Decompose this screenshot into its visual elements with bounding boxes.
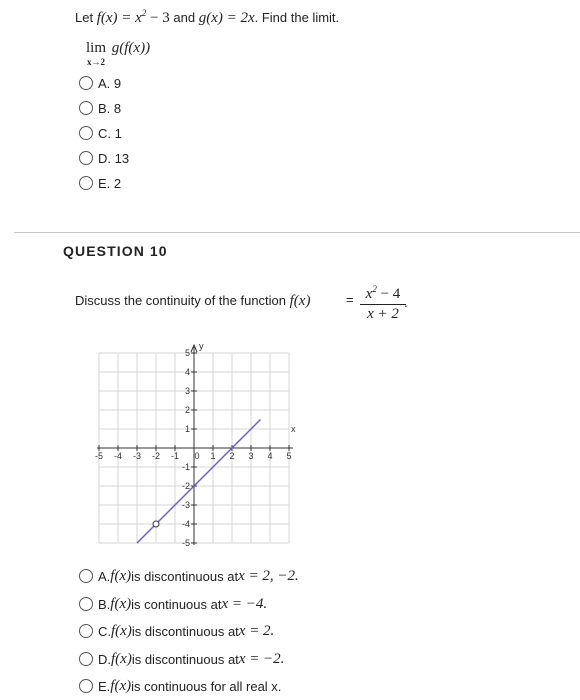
radio-button[interactable] (79, 176, 93, 190)
radio-button[interactable] (79, 76, 93, 90)
y-tick-label: -5 (181, 538, 190, 548)
q10-prompt-text: Discuss the continuity of the function (75, 293, 290, 308)
choice-label: E. 2 (98, 175, 122, 191)
q10-choice-b[interactable] (79, 596, 267, 612)
limit-function: g(f(x)) (111, 40, 151, 56)
q9-f-exponent: 2 (141, 8, 147, 18)
choice-function: f(x) (110, 677, 132, 694)
q10-choice-e[interactable] (79, 678, 281, 694)
equals-sign: = (346, 292, 354, 307)
q9-choice-a[interactable] (79, 75, 121, 91)
radio-button[interactable] (79, 101, 93, 115)
choice-label: D. 13 (98, 150, 130, 166)
x-tick-label: 0 (194, 451, 200, 461)
q9-prompt-prefix: Let (75, 10, 97, 25)
x-tick-label: 1 (210, 451, 216, 461)
q9-and: and (169, 10, 199, 25)
y-axis-label: y (199, 341, 204, 351)
q10-choice-d[interactable] (79, 651, 284, 667)
y-tick-label: 3 (184, 386, 190, 396)
x-tick-label: -3 (132, 451, 142, 461)
limit-word: lim (86, 40, 107, 56)
radio-button[interactable] (79, 569, 93, 583)
q10-prompt (75, 293, 310, 310)
limit-subscript: x→2 (87, 57, 105, 67)
x-tick-label: 3 (248, 451, 254, 461)
radio-button[interactable] (79, 126, 93, 140)
prompt-period: . (404, 295, 408, 310)
choice-function: f(x) (111, 622, 132, 639)
q9-f-def: f(x) = x (96, 10, 142, 26)
numerator-base: x (365, 286, 373, 302)
choice-label: A. 9 (98, 75, 122, 91)
choice-text: is discontinuous at (131, 568, 239, 584)
x-tick-label: -4 (113, 451, 123, 461)
fraction-bar (360, 304, 406, 305)
q10-choice-c[interactable] (79, 623, 274, 639)
choice-letter: D. (98, 651, 111, 667)
y-tick-label: -1 (181, 462, 190, 472)
choice-letter: B. (98, 596, 111, 612)
choice-label: B. 8 (98, 100, 122, 116)
choice-math: x = 2, −2. (238, 567, 299, 584)
radio-button[interactable] (79, 597, 93, 611)
radio-button[interactable] (79, 151, 93, 165)
choice-function: f(x) (110, 595, 132, 612)
function-fraction (360, 281, 406, 323)
choice-text: is discontinuous at (131, 651, 239, 667)
numerator-exponent: 2 (372, 284, 377, 294)
y-tick-label: -2 (181, 481, 190, 491)
y-tick-label: 2 (184, 405, 190, 415)
open-point-hole (153, 521, 159, 527)
q9-choice-c[interactable] (79, 125, 122, 141)
q9-choice-e[interactable] (79, 175, 121, 191)
choice-letter: E. (98, 678, 111, 694)
x-tick-label: 4 (267, 451, 273, 461)
x-axis-label: x (291, 424, 296, 434)
q9-f-tail: − 3 (146, 10, 170, 26)
choice-text: is continuous for all real x. (131, 678, 282, 694)
y-tick-label: 1 (184, 424, 190, 434)
choice-function: f(x) (110, 567, 132, 584)
question-divider (14, 232, 580, 233)
limit-expression (86, 40, 151, 67)
q9-prompt (75, 8, 339, 27)
choice-function: f(x) (111, 650, 132, 667)
choice-label: C. 1 (98, 125, 122, 141)
choice-letter: C. (98, 623, 111, 639)
q9-prompt-suffix: . Find the limit. (254, 10, 340, 25)
x-tick-label: -2 (151, 451, 161, 461)
choice-math: x = 2. (238, 622, 275, 639)
x-tick-label: -1 (170, 451, 180, 461)
numerator-tail: − 4 (376, 286, 401, 302)
choice-text: is continuous at (131, 596, 222, 612)
x-tick-label: 5 (286, 451, 292, 461)
y-tick-label: -4 (181, 519, 190, 529)
y-tick-label: -3 (181, 500, 190, 510)
radio-button[interactable] (79, 652, 93, 666)
choice-math: x = −2. (238, 650, 285, 667)
choice-text: is discontinuous at (131, 623, 239, 639)
x-tick-label: -5 (94, 451, 104, 461)
y-tick-label: 4 (184, 367, 190, 377)
choice-math: x = −4. (221, 595, 268, 612)
q9-choice-d[interactable] (79, 150, 129, 166)
q9-g-definition: g(x) = 2x (198, 10, 255, 26)
q9-choice-b[interactable] (79, 100, 121, 116)
y-tick-label: 5 (184, 348, 190, 358)
q10-function-lhs: f(x) (289, 293, 311, 309)
question-title: QUESTION 10 (63, 243, 168, 259)
choice-letter: A. (98, 568, 111, 584)
fraction-denominator: x + 2 (367, 306, 399, 322)
x-tick-label: 2 (229, 451, 235, 461)
radio-button[interactable] (79, 679, 93, 693)
function-graph (80, 325, 320, 555)
fraction-numerator (360, 281, 406, 303)
radio-button[interactable] (79, 624, 93, 638)
q10-choice-a[interactable] (79, 568, 299, 584)
q9-f-definition (97, 10, 170, 26)
